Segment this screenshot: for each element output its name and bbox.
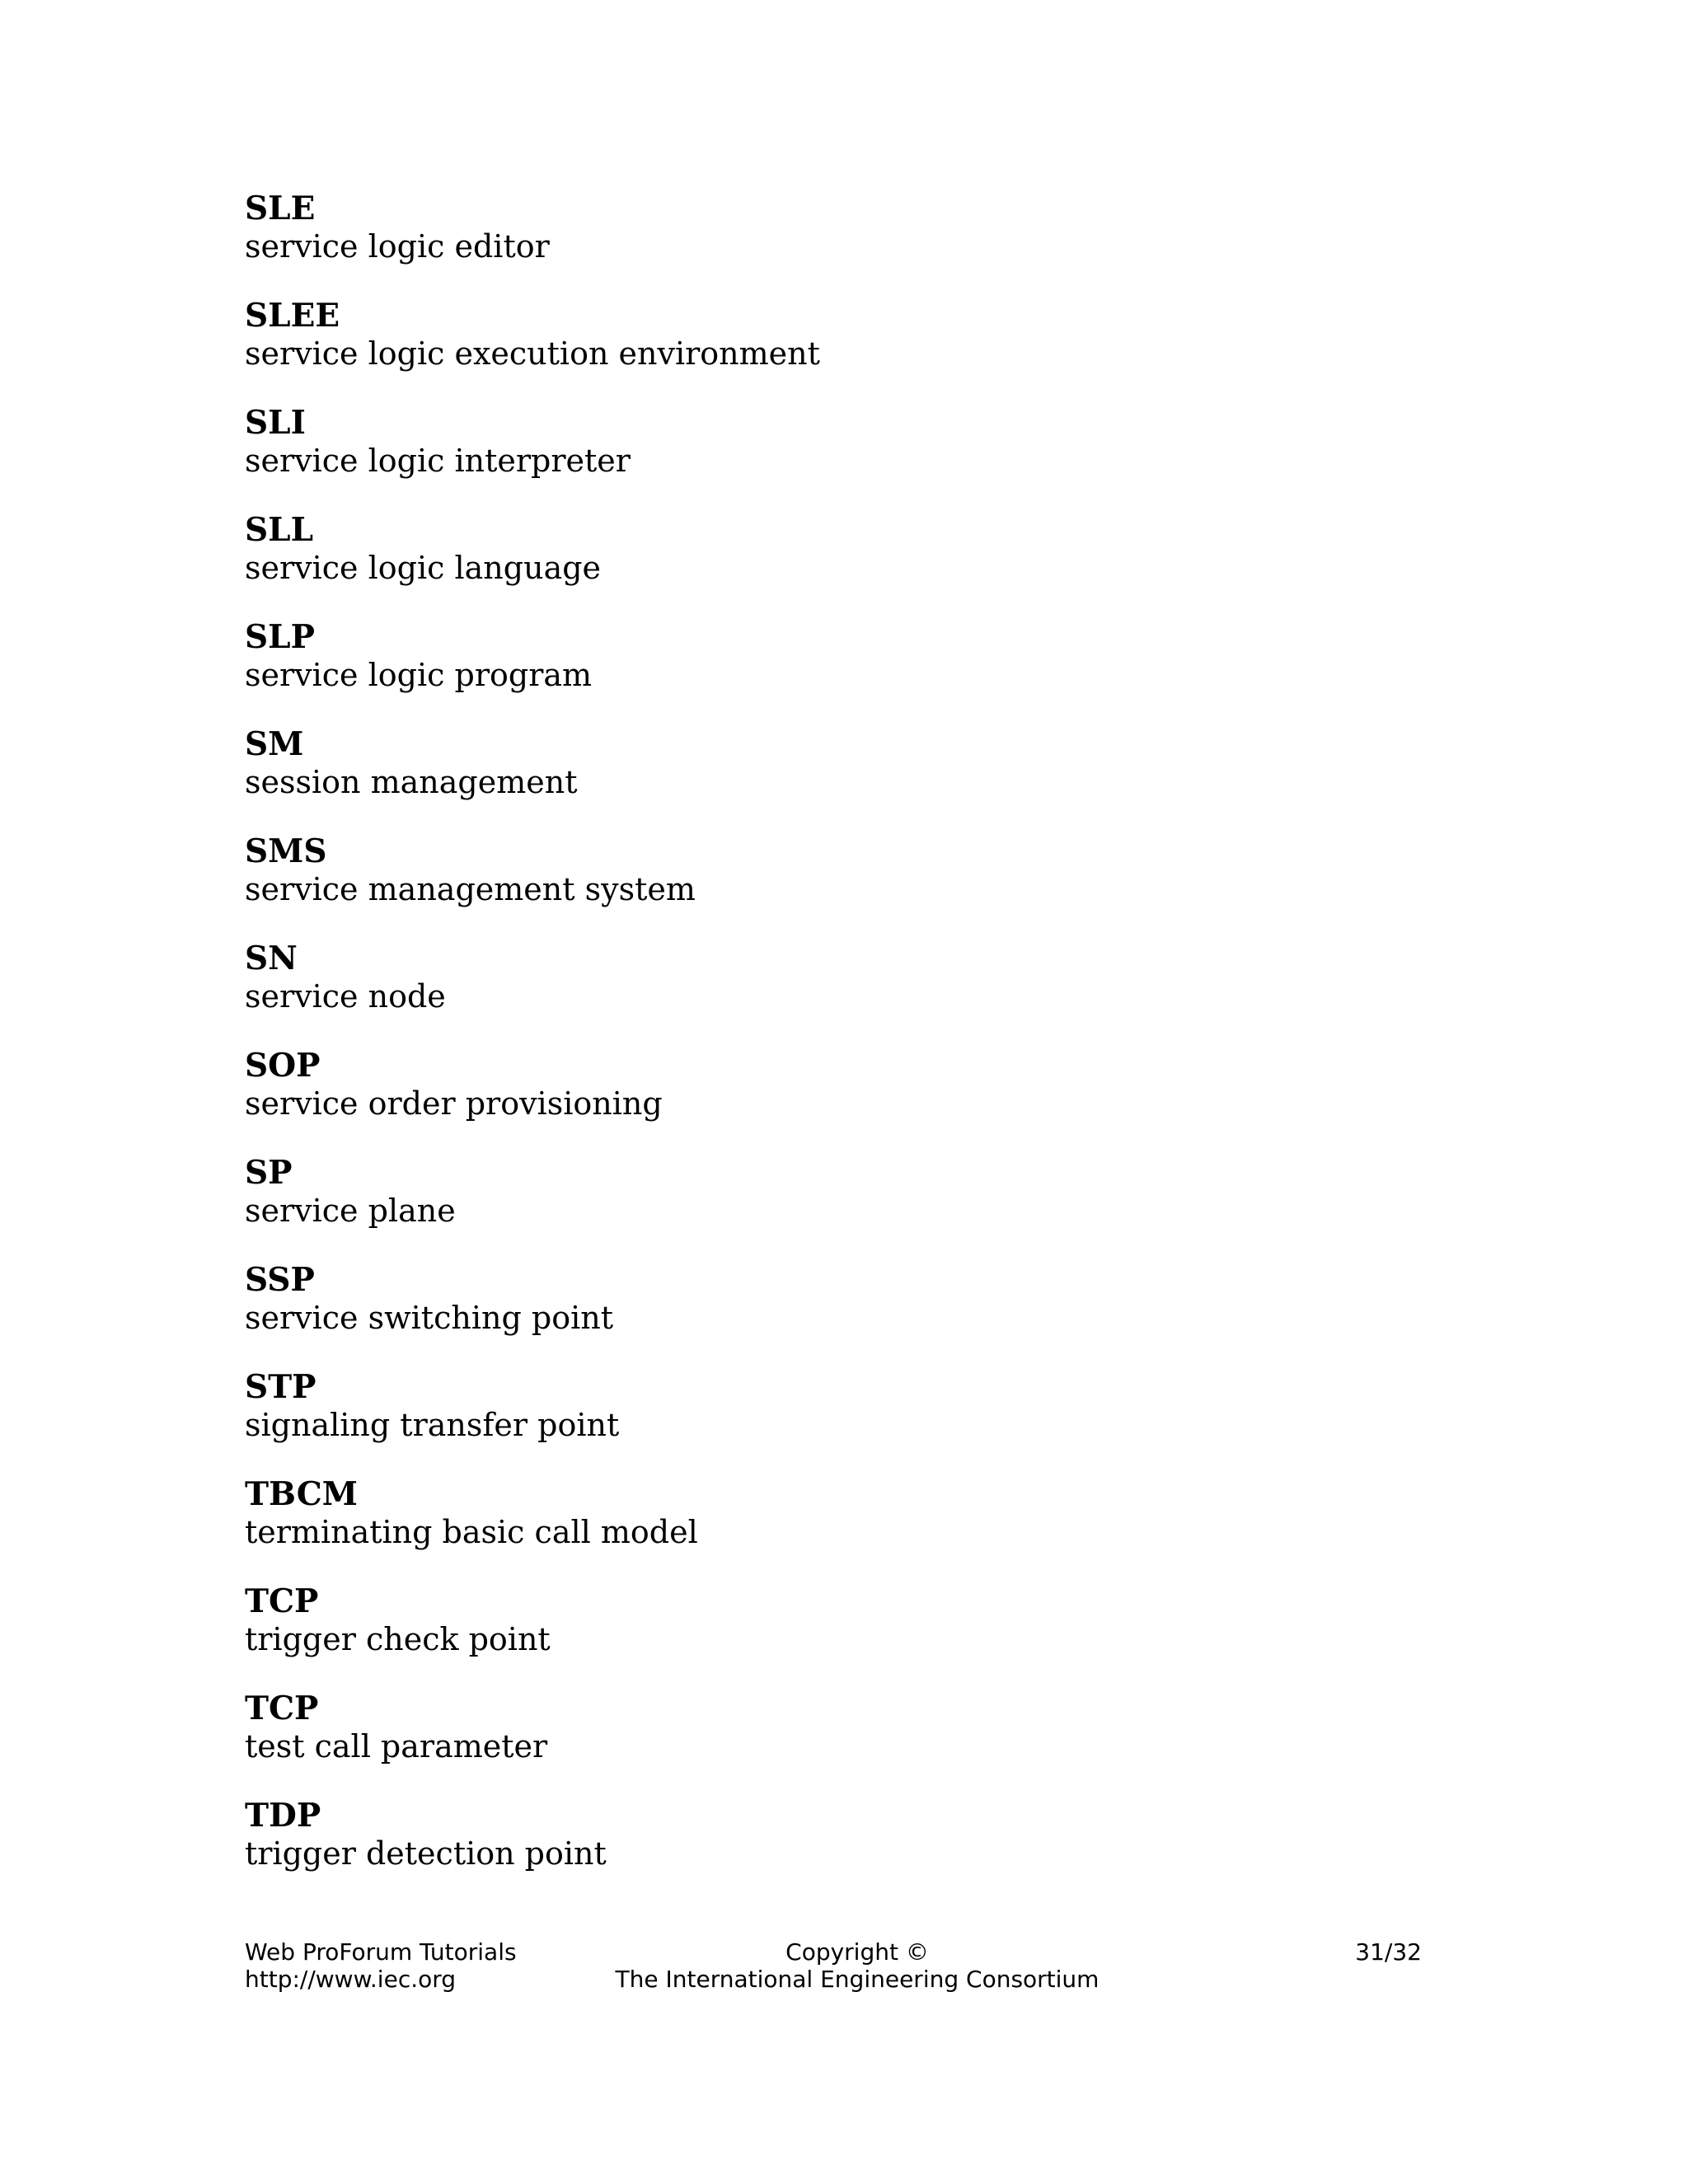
glossary-entry <box>245 618 1399 725</box>
glossary-entry <box>245 1690 1399 1797</box>
page-number: 31/32 <box>1355 1938 1422 1966</box>
glossary-definition: service switching point <box>245 1300 613 1336</box>
glossary-definition: service node <box>245 978 446 1015</box>
footer-right <box>1319 1938 1422 1966</box>
glossary-entry <box>245 725 1399 832</box>
footer-publisher: Web ProForum Tutorials <box>245 1938 517 1966</box>
glossary-term: TCP <box>245 1582 319 1620</box>
glossary-definition: service logic interpreter <box>245 443 631 479</box>
glossary-term: SLL <box>245 511 314 549</box>
glossary-definition: service logic program <box>245 657 593 693</box>
glossary-term: SLP <box>245 618 315 656</box>
glossary-term: TDP <box>245 1797 321 1835</box>
glossary-entry <box>245 511 1399 618</box>
footer-organization: The International Engineering Consortium <box>615 1966 1100 1993</box>
glossary-entry <box>245 1047 1399 1154</box>
glossary-term: SSP <box>245 1261 315 1299</box>
glossary-definition: service order provisioning <box>245 1085 663 1122</box>
glossary-entry <box>245 1261 1399 1368</box>
glossary-term: STP <box>245 1368 316 1406</box>
footer-left <box>245 1938 517 1993</box>
glossary-term: SLE <box>245 190 316 227</box>
glossary-entry <box>245 1368 1399 1475</box>
glossary-entry <box>245 404 1399 511</box>
glossary-term: SLEE <box>245 297 340 335</box>
glossary-definition: service logic editor <box>245 228 550 265</box>
glossary-definition: test call parameter <box>245 1728 548 1765</box>
glossary-definition: trigger detection point <box>245 1835 607 1872</box>
glossary-entry <box>245 1797 1399 1904</box>
glossary-definition: service management system <box>245 871 696 907</box>
glossary-entry <box>245 1582 1399 1690</box>
glossary-definition: service logic execution environment <box>245 335 820 372</box>
glossary-definition: service plane <box>245 1193 456 1229</box>
glossary-definition: service logic language <box>245 550 602 586</box>
footer-copyright: Copyright © <box>785 1938 929 1966</box>
glossary-term: SP <box>245 1154 293 1192</box>
footer-center <box>569 1938 1146 1993</box>
glossary-entry <box>245 1154 1399 1261</box>
glossary-definition: session management <box>245 764 578 800</box>
glossary-entry <box>245 940 1399 1047</box>
glossary-term: SMS <box>245 832 327 870</box>
glossary-term: SN <box>245 940 298 977</box>
glossary-entry <box>245 297 1399 404</box>
footer-url: http://www.iec.org <box>245 1966 457 1993</box>
glossary-definition: signaling transfer point <box>245 1407 620 1443</box>
glossary-entry <box>245 832 1399 940</box>
glossary-definition: trigger check point <box>245 1621 551 1657</box>
glossary-entry <box>245 190 1399 297</box>
glossary-list <box>245 190 1399 1904</box>
glossary-term: TCP <box>245 1690 319 1727</box>
glossary-term: SOP <box>245 1047 321 1085</box>
glossary-term: SM <box>245 725 304 763</box>
glossary-term: SLI <box>245 404 306 442</box>
glossary-definition: terminating basic call model <box>245 1514 698 1550</box>
glossary-entry <box>245 1475 1399 1582</box>
glossary-term: TBCM <box>245 1475 358 1513</box>
